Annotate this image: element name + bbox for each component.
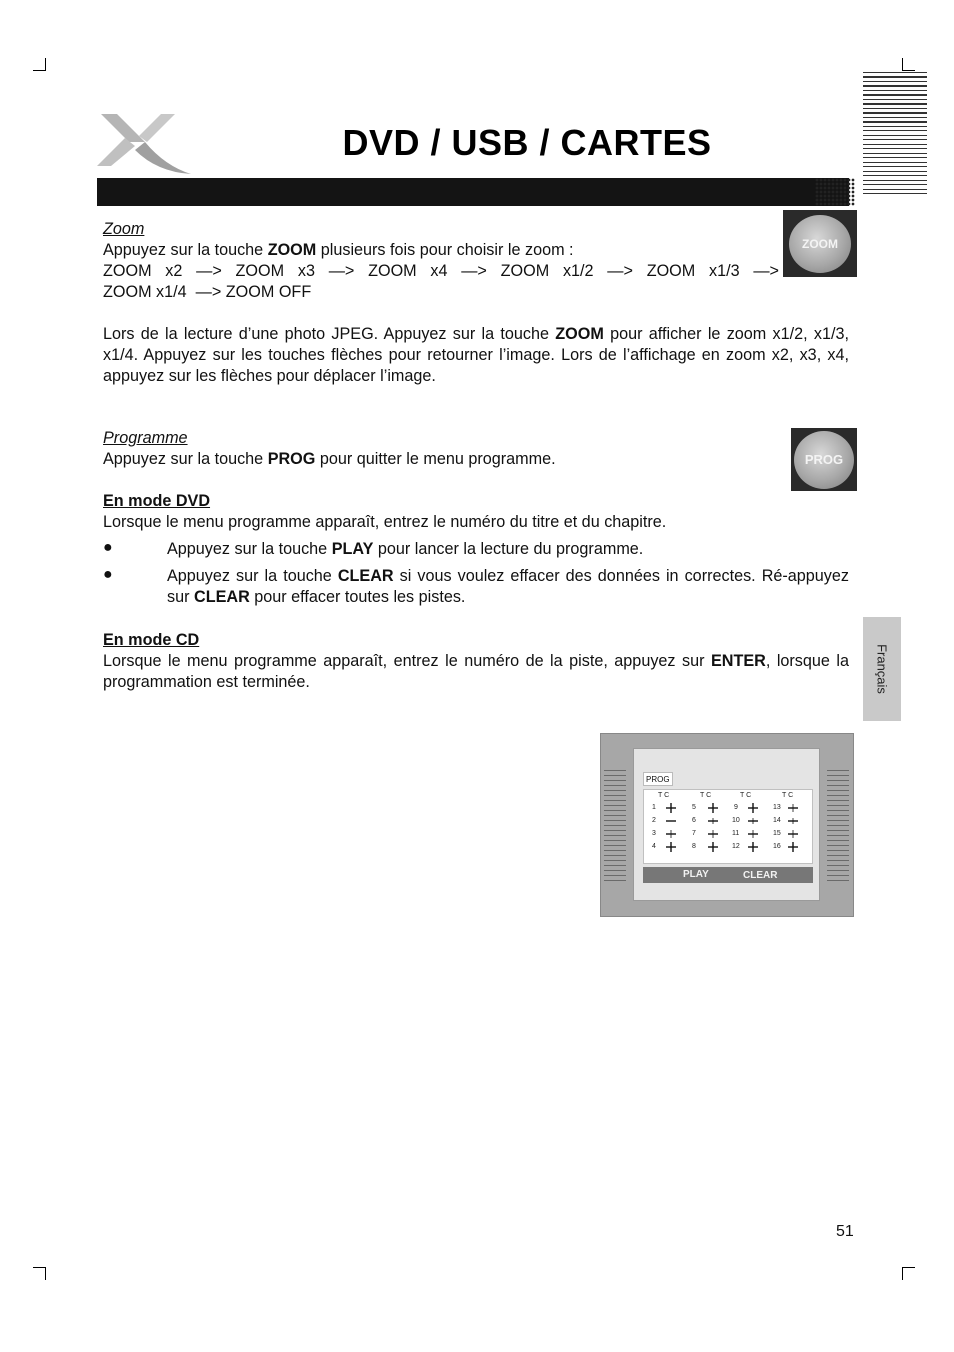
grid-cell: 10: [732, 817, 740, 824]
text: Appuyez sur la touche: [103, 241, 268, 259]
program-menu-screenshot: [600, 733, 854, 917]
grid-markers-icon: [644, 790, 814, 865]
grid-cell: 2: [652, 817, 656, 824]
bold-text: CLEAR: [194, 588, 250, 606]
grid-cell: 3: [652, 830, 656, 837]
text: Appuyez sur la touche: [167, 540, 332, 558]
screen-clear-label: CLEAR: [743, 870, 778, 881]
bold-text: CLEAR: [337, 567, 394, 585]
cd-mode-heading: En mode CD: [103, 631, 200, 649]
text: Appuyez sur la touche: [103, 450, 268, 468]
grid-cell: 1: [652, 804, 656, 811]
text: si vous voulez effacer des données in correctes. Ré-appuyez sur: [167, 567, 849, 606]
grid-cell: 13: [773, 804, 781, 811]
text: pour effacer toutes les pistes.: [249, 588, 466, 606]
screen-play-label: PLAY: [683, 869, 709, 880]
text: Lors de la lecture d’une photo JPEG. Appuyez sur la touche: [103, 325, 556, 343]
program-grid: [643, 789, 813, 864]
grid-header: T C: [782, 792, 794, 799]
dvd-mode-intro: Lorsque le menu programme apparaît, entrez le numéro du titre et du chapitre.: [103, 513, 667, 531]
bullet-icon: ●: [103, 566, 113, 583]
language-tab: [863, 617, 901, 721]
bold-text: ZOOM: [555, 325, 604, 343]
zoom-button-label: ZOOM: [802, 236, 838, 251]
bold-text: ENTER: [710, 652, 766, 670]
programme-heading: Programme: [103, 429, 188, 447]
text: plusieurs fois pour choisir le zoom :: [316, 241, 574, 259]
bold-text: PROG: [267, 450, 316, 468]
prog-button-icon: [794, 431, 854, 489]
title-bar-dots: [815, 178, 855, 206]
prog-button-image: [791, 428, 857, 491]
crop-mark-bottom-left: [33, 1267, 46, 1280]
grid-cell: 15: [773, 830, 781, 837]
zoom-paragraph: [103, 324, 849, 387]
grid-cell: 9: [734, 804, 738, 811]
grid-cell: 11: [732, 830, 740, 837]
grid-cell: 14: [773, 817, 781, 824]
grid-header: T C: [740, 792, 752, 799]
grid-cell: 16: [773, 843, 781, 850]
text: , lorsque la programmation est terminée.: [103, 652, 849, 691]
zoom-sequence-line1: [103, 261, 779, 282]
zoom-heading: Zoom: [103, 220, 145, 238]
grid-cell: 12: [732, 843, 740, 850]
grid-cell: 4: [652, 843, 656, 850]
crop-mark-top-left: [33, 58, 46, 71]
zoom-button-icon: [789, 215, 851, 273]
grid-header: T C: [700, 792, 712, 799]
dvd-mode-heading: En mode DVD: [103, 492, 211, 510]
bold-text: ZOOM: [267, 241, 317, 259]
grid-cell: 7: [692, 830, 696, 837]
programme-line: [103, 449, 556, 470]
zoom-line1: [103, 240, 574, 261]
page-title: DVD / USB / CARTES: [342, 122, 712, 163]
speaker-right: [827, 770, 849, 884]
text: pour lancer la lecture du programme.: [373, 540, 644, 558]
text: pour afficher le zoom x1/2, x1/3, x1/4. Appuyez sur les touches flèches pour retourner l’image. Lors de l’affichage en zoom x2, x3, x4, appuyez sur les flèches pour déplacer l’image.: [103, 325, 849, 385]
dvd-bullet1: [167, 539, 849, 560]
crop-mark-bottom-right: [902, 1267, 915, 1280]
crop-mark-top-right: [902, 58, 915, 71]
title-bar: [97, 178, 849, 206]
text: Appuyez sur la touche: [167, 567, 338, 585]
grid-header: T C: [658, 792, 670, 799]
dvd-bullet2: [167, 566, 849, 608]
text: Lorsque le menu programme apparaît, entrez le numéro de la piste, appuyez sur: [103, 652, 711, 670]
bold-text: PLAY: [331, 540, 374, 558]
grid-cell: 8: [692, 843, 696, 850]
language-tab-label: Français: [874, 644, 890, 694]
bullet-icon: ●: [103, 539, 113, 556]
page-number: 51: [836, 1223, 854, 1240]
text: pour quitter le menu programme.: [315, 450, 556, 468]
speaker-left: [604, 770, 626, 884]
zoom-button-image: [783, 210, 857, 277]
grid-cell: 5: [692, 804, 696, 811]
prog-button-label: PROG: [804, 452, 844, 467]
zoom-sequence-line2: ZOOM x1/4 —> ZOOM OFF: [103, 283, 312, 301]
cd-mode-paragraph: [103, 651, 849, 693]
prog-menu-tab: PROG: [643, 772, 673, 786]
grid-cell: 6: [692, 817, 696, 824]
screen-action-bar: [643, 867, 813, 883]
text: ZOOM x2 —> ZOOM x3 —> ZOOM x4 —> ZOOM x1/2 —> ZOOM x1/3 —>: [103, 262, 779, 280]
